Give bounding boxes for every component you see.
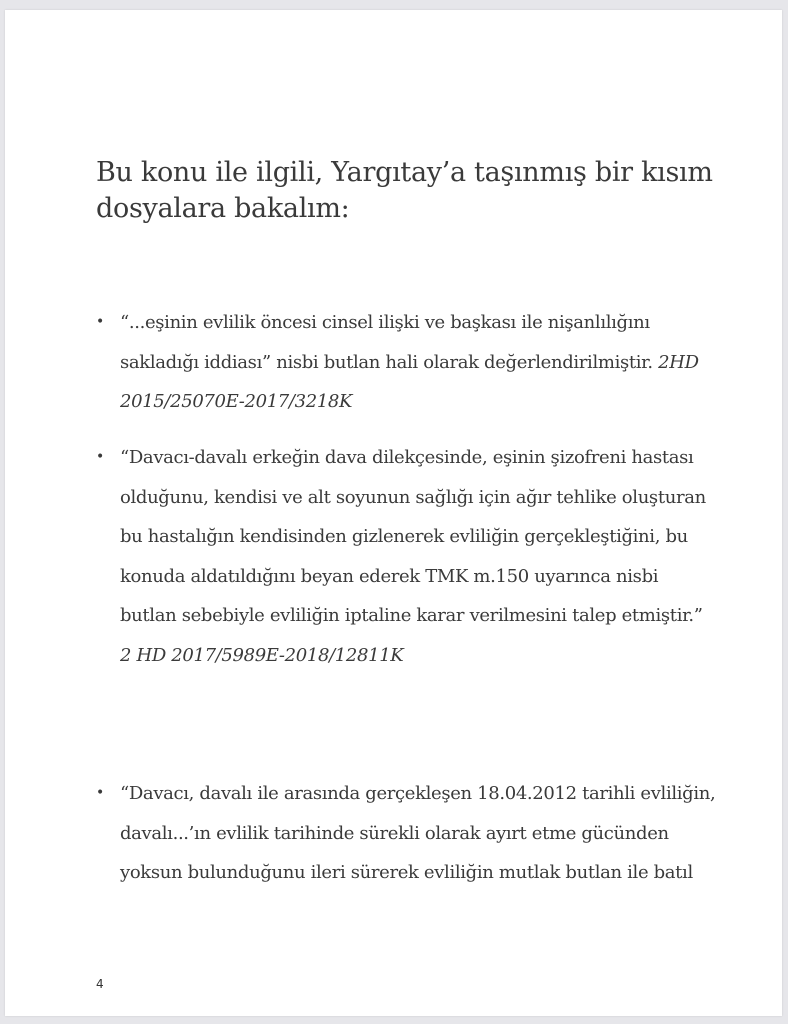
list-item: [96, 774, 716, 893]
case-citation: 2HD 2015/25070E-2017/3218K: [120, 351, 699, 412]
document-page: [5, 10, 782, 1016]
quote-text: “...eşinin evlilik öncesi cinsel ilişki ve başkası ile nişanlılığını sakladığı iddiası” nisbi butlan hali olarak değerlendirilmiştir.: [120, 312, 653, 373]
list-item-text: [120, 303, 716, 422]
section-heading: Bu konu ile ilgili, Yargıtay’a taşınmış bir kısım dosyalara bakalım:: [96, 157, 713, 224]
bullet-icon: •: [96, 785, 104, 801]
bullet-icon: •: [96, 314, 104, 330]
quote-text: “Davacı-davalı erkeğin dava dilekçesinde, eşinin şizofreni hastası olduğunu, kendisi ve alt soyunun sağlığı için ağır tehlike oluşturan bu hastalığın kendisinden gizlenerek evliliğin gerçekleştiğini, bu konuda aldatıldığını beyan ederek TMK m.150 uyarınca nisbi butlan sebebiyle evliliğin iptaline karar verilmesini talep etmiştir.”: [120, 447, 706, 626]
case-citation: 2 HD 2017/5989E-2018/12811K: [120, 644, 404, 666]
quote-text: “Davacı, davalı ile arasında gerçekleşen 18.04.2012 tarihli evliliğin, davalı...’ın evlilik tarihinde sürekli olarak ayırt etme gücünden yoksun bulunduğunu ileri sürerek evliliğin mutlak butlan ile batıl: [120, 783, 716, 883]
page-number: 4: [96, 977, 104, 991]
bullet-icon: •: [96, 449, 104, 465]
list-item: [96, 303, 716, 422]
list-item: [96, 438, 716, 675]
list-item-text: [120, 438, 716, 675]
list-item-text: [120, 774, 716, 893]
